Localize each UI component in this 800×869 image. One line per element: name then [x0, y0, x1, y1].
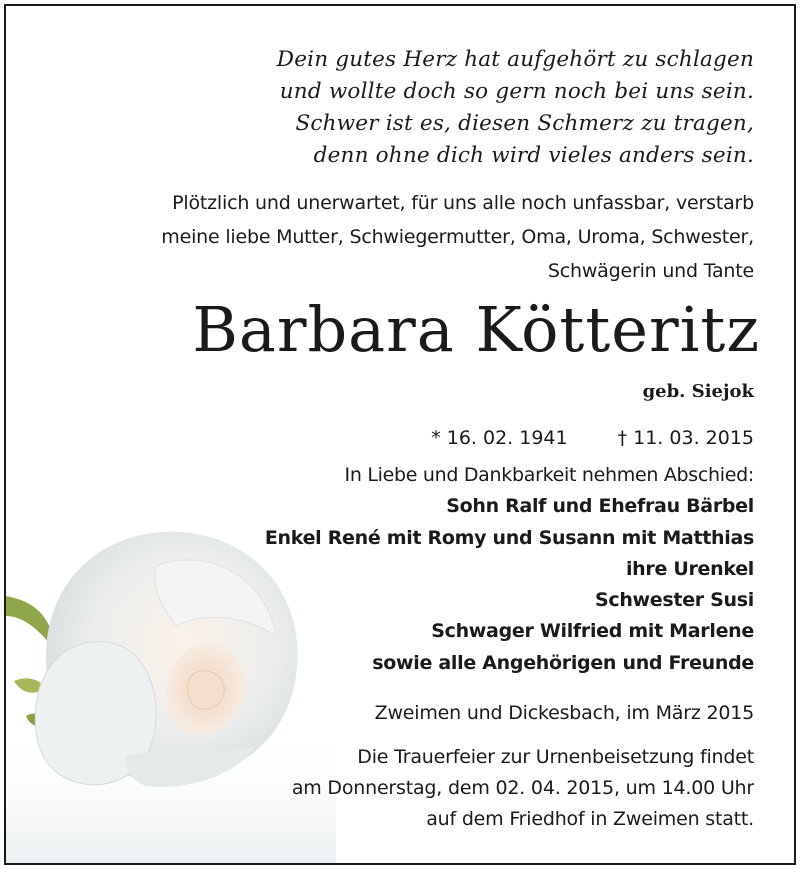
birth-date: * 16. 02. 1941 — [431, 427, 568, 449]
death-date: † 11. 03. 2015 — [617, 427, 754, 449]
mourner-line: Schwester Susi — [594, 589, 754, 612]
mourner-line: Sohn Ralf und Ehefrau Bärbel — [446, 495, 754, 518]
mourners-list — [265, 460, 754, 679]
poem-line: Schwer ist es, diesen Schmerz zu tragen, — [295, 111, 754, 136]
mourner-line: Schwager Wilfried mit Marlene — [431, 620, 754, 643]
announcement-intro — [161, 186, 754, 288]
mourners-heading: In Liebe und Dankbarkeit nehmen Abschied: — [344, 464, 754, 486]
mourner-line: Enkel René mit Romy und Susann mit Matthias — [264, 526, 754, 549]
obituary-notice — [4, 4, 796, 865]
life-dates — [431, 421, 754, 455]
mourner-line: ihre Urenkel — [625, 557, 754, 580]
deceased-name: Barbara Kötteritz — [192, 293, 760, 366]
maiden-name: geb. Siejok — [642, 381, 754, 402]
funeral-details — [292, 742, 754, 835]
place-and-date: Zweimen und Dickesbach, im März 2015 — [374, 702, 754, 724]
poem-line: Dein gutes Herz hat aufgehört zu schlagen — [276, 47, 754, 72]
intro-line: Schwägerin und Tante — [547, 260, 754, 282]
memorial-poem — [277, 44, 754, 172]
poem-line: denn ohne dich wird vieles anders sein. — [313, 143, 754, 168]
obituary-text — [46, 6, 760, 863]
funeral-line: Die Trauerfeier zur Urnenbeisetzung findet — [357, 746, 754, 768]
funeral-line: am Donnerstag, dem 02. 04. 2015, um 14.00 Uhr — [291, 777, 754, 799]
funeral-line: auf dem Friedhof in Zweimen statt. — [426, 808, 754, 830]
mourner-line: sowie alle Angehörigen und Freunde — [372, 651, 754, 674]
intro-line: Plötzlich und unerwartet, für uns alle noch unfassbar, verstarb — [172, 192, 754, 214]
intro-line: meine liebe Mutter, Schwiegermutter, Oma, Uroma, Schwester, — [161, 226, 754, 248]
poem-line: und wollte doch so gern noch bei uns sein. — [279, 79, 754, 104]
